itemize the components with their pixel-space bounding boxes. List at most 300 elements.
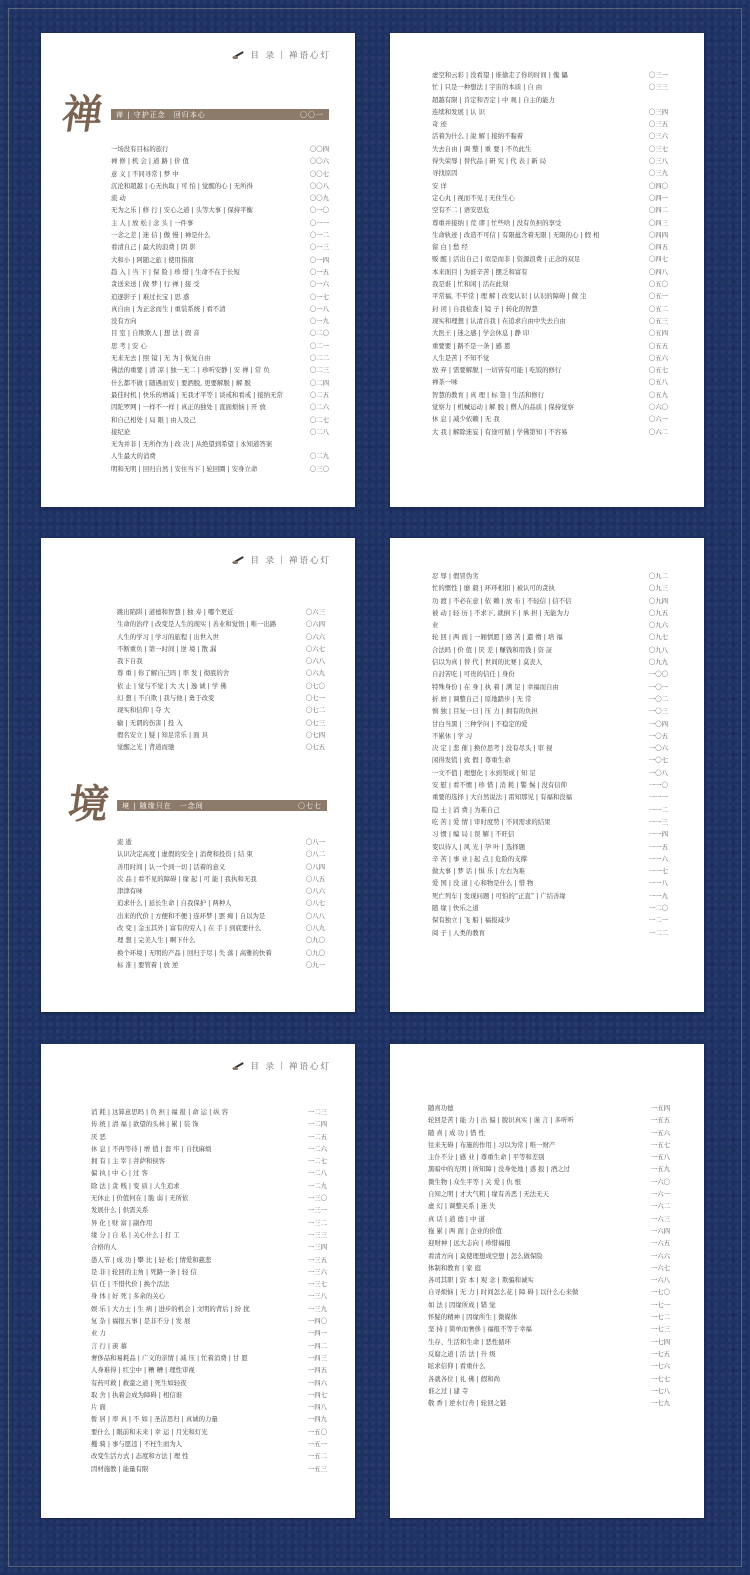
toc-entry	[428, 1299, 670, 1311]
toc-entry	[432, 69, 668, 81]
toc-entry	[91, 1438, 327, 1450]
toc-entry	[432, 266, 668, 278]
toc-entry-title: 重要的选择 | 大自然说法 | 雷知那见 | 有福和没福	[432, 793, 573, 802]
toc-entry	[111, 192, 329, 204]
toc-entry-page: 〇三一	[648, 71, 668, 79]
toc-entry	[91, 1217, 327, 1229]
toc-entry	[91, 1426, 327, 1438]
toc-entry-title: 功 渡 | 不必在意 | 依 赖 | 放 布 | 不轻信 | 信不信	[432, 596, 572, 605]
toc-entry-page: 一〇五	[648, 731, 668, 740]
toc-entry-page: 〇四八	[648, 267, 668, 276]
toc-entry-page: 一一九	[648, 891, 668, 900]
toc-entry-title: 甘白当黑 | 三种学问 | 不稳定的爱	[432, 719, 528, 728]
toc-entry-page: 〇二三	[309, 366, 329, 375]
toc-entry	[428, 1311, 670, 1323]
toc-entry-page: 一〇七	[648, 756, 668, 765]
toc-entry-page: 一三〇	[307, 1194, 327, 1203]
toc-entry-page: 〇四四	[648, 230, 668, 239]
toc-entry-title: 连续和发展 | 认 识	[432, 107, 485, 116]
toc-entry-page: 一六〇	[650, 1177, 670, 1186]
toc-entry-title: 空有不二 | 语安思危	[432, 206, 490, 215]
toc-entry	[432, 595, 668, 607]
toc-entry-page: 一四二	[307, 1341, 327, 1350]
toc-entry	[428, 1373, 670, 1385]
toc-entry-page: 〇六四	[305, 620, 325, 629]
toc-entry-page: 〇八六	[305, 887, 325, 896]
toc-entry-page: 〇八二	[305, 850, 325, 859]
toc-entry-title: 真自由 | 为正念而生 | 重装系统 | 看不清	[111, 304, 226, 313]
toc-entry-title: 佛法的重要 | 清 凉 | 独一无二 | 珍听安静 | 安 禅 | 常 负	[111, 366, 270, 375]
toc-entry-page: 〇二九	[309, 452, 329, 461]
toc-entry-page: 一一二	[648, 805, 668, 814]
toc-entry-title: 生存、生活和生命 | 恶性循环	[428, 1337, 511, 1346]
toc-entry	[111, 254, 329, 266]
toc-entry-title: 大 我 | 解除迷妄 | 有途可循 | 学佛第知 | 不容易	[432, 427, 568, 436]
toc-entry-page: 〇四二	[648, 206, 668, 215]
toc-entry-title: 如 法 | 因缘所成 | 错 觉	[428, 1300, 496, 1309]
toc-entry-page: 一四五	[307, 1366, 327, 1375]
toc-entry-title: 忍 辱 | 假冒伪劣	[432, 572, 479, 580]
toc-entry	[432, 303, 668, 315]
toc-entry-page: 〇二六	[309, 403, 329, 412]
toc-entry-page: 〇〇七	[309, 169, 329, 178]
toc-entry-title: 我下自我	[117, 657, 143, 666]
toc-entry-title: 自寻烦恼 | 无 力 | 时间怎么花 | 障 碍 | 以什么心来做	[428, 1288, 579, 1297]
toc-entry	[117, 729, 325, 741]
toc-entry-page: 〇二四	[309, 378, 329, 387]
toc-entry	[432, 229, 668, 241]
toc-entry	[111, 303, 329, 315]
toc-entry-page: 一七六	[650, 1362, 670, 1371]
toc-entry-page: 〇三六	[648, 132, 668, 141]
toc-entry-page: 〇四一	[648, 193, 668, 202]
toc-entry	[91, 1463, 327, 1475]
toc-entry-title: 是 非 | 轮回的主角 | 死路一条 | 轻 信	[91, 1267, 197, 1276]
toc-entry-page: 一〇四	[648, 719, 668, 728]
toc-entry-page: 〇四三	[648, 218, 668, 227]
toc-entry-title: 爱 国 | 没 道 | 心和物是什么 | 惜 物	[432, 879, 534, 888]
toc-entry-page: 一三七	[307, 1280, 327, 1289]
toc-entry-title: 禅 修 | 机 会 | 道 路 | 价 值	[111, 157, 189, 166]
toc-entry-title: 隐 士 | 消 费 | 为难自己	[432, 805, 500, 814]
section-calligraphy-jing: 境	[65, 781, 112, 828]
toc-entry	[117, 643, 325, 655]
toc-entry-page: 一三五	[307, 1255, 327, 1264]
toc-entry-title: 传 统 | 清 福 | 欲望的头林 | 累 | 装 饰	[91, 1120, 199, 1129]
toc-entry	[91, 1143, 327, 1155]
toc-entry	[111, 204, 329, 216]
toc-entry-title: 换个环境 | 无明的产品 | 回归于尽 | 失 落 | 高雅的快着	[117, 948, 272, 957]
toc-entry	[428, 1139, 670, 1151]
toc-entry-title: 眩求信仰 | 看重什么	[428, 1362, 486, 1371]
toc-entry-title: 取 舍 | 执着会成为障碍 | 相信谁	[91, 1390, 183, 1399]
toc-entry	[111, 266, 329, 278]
toc-entry	[432, 401, 668, 413]
toc-entry-page: 一四七	[307, 1390, 327, 1399]
toc-entry-title: 定心丸 | 视而不见 | 无住生心	[432, 193, 515, 202]
toc-entry-title: 阅 子 | 人类的教育	[432, 928, 485, 937]
toc-entry-title: 主 人 | 放 松 | 念 头 | 一件事	[111, 218, 194, 227]
section-band-page: 〇七七	[298, 801, 322, 810]
toc-entry	[91, 1290, 327, 1302]
toc-entry-title: 娱 乐 | 大力士 | 生 病 | 进步的机会 | 文明的背后 | 纷 扰	[91, 1304, 250, 1313]
toc-entry	[91, 1389, 327, 1401]
toc-entry	[111, 463, 329, 475]
toc-entry	[432, 828, 668, 840]
toc-entry-title: 吃 苦 | 爱 情 | 审时度势 | 不同需求的结果	[432, 817, 551, 826]
toc-entry-title: 厌 恶	[91, 1132, 106, 1141]
toc-entry-page: 〇一三	[309, 243, 329, 252]
toc-entry-title: 自討苦吃 | 可贵的信任 | 身份	[432, 670, 515, 679]
toc-entry-title: 做大事 | 梦 话 | 惧 乐 | 左右为难	[432, 867, 526, 876]
header-label: 目 录	[250, 1062, 277, 1072]
toc-entry	[111, 241, 329, 253]
toc-entry-title: 跳出陷阱 | 道德和智慧 | 独 寿 | 哪个更近	[117, 608, 234, 616]
toc-entry	[432, 681, 668, 693]
toc-entry-page: 一七二	[650, 1313, 670, 1322]
toc-entry	[432, 106, 668, 118]
toc-entry-page: 一三二	[307, 1218, 327, 1227]
toc-entry-page: 〇一二	[309, 231, 329, 240]
toc-entry	[428, 1200, 670, 1212]
toc-entry-page: 一三八	[307, 1292, 327, 1301]
header-label: 目 录	[250, 51, 277, 61]
toc-entry-page: 一一四	[648, 830, 668, 839]
toc-entry-title: 生命轨迹 | 改造不可信 | 有限蕴含着无限 | 无限的心 | 假 相	[432, 230, 600, 239]
toc-entry-page: 一三一	[307, 1206, 327, 1215]
toc-entry-page: 一七一	[650, 1300, 670, 1309]
toc-entry-title: 黑暗中的光明 | 所知障 | 没身处地 | 惑 报 | 酒之过	[428, 1165, 570, 1174]
toc-entry-page: 一二八	[307, 1169, 327, 1178]
toc-entry-page: 〇九〇	[305, 936, 325, 945]
toc-entry-page: 一五五	[650, 1116, 670, 1125]
toc-entry-page: 一〇一	[648, 682, 668, 691]
toc-entry	[432, 413, 668, 425]
toc-entry-page: 一一五	[648, 842, 668, 851]
header-label: 目 录	[250, 556, 277, 566]
toc-entry-title: 接纪论	[111, 427, 131, 436]
toc-entry-title: 言 行 | 羡 慕	[91, 1341, 127, 1350]
toc-entry	[91, 1167, 327, 1179]
toc-entry-title: 片 面	[91, 1403, 106, 1412]
toc-entry-title: 异 化 | 财 富 | 副作用	[91, 1218, 153, 1227]
toc-entry	[432, 631, 668, 643]
toc-entry-title: 微生物 | 众生平等 | 关 爱 | 仇 恨	[428, 1177, 522, 1186]
toc-entry-page: 〇二八	[309, 427, 329, 436]
toc-entry	[91, 1413, 327, 1425]
toc-entry-title: 出来的代价 | 方便和不便 | 连环梦 | 罢 痴 | 自以为是	[117, 911, 266, 920]
toc-entry	[111, 389, 329, 401]
toc-entry-page: 〇九二	[648, 572, 668, 580]
toc-entry	[111, 229, 329, 241]
toc-entry	[91, 1340, 327, 1352]
toc-entry	[91, 1278, 327, 1290]
toc-entry	[117, 836, 325, 848]
toc-entry-page: 〇一一	[309, 218, 329, 227]
toc-entry-title: 随 缘 | 快乐之道	[432, 904, 479, 913]
toc-entry-title: 贩 醒 | 活出自己 | 似是而非 | 资源浪费 | 正念的双足	[432, 255, 581, 264]
toc-entry	[117, 704, 325, 716]
toc-entry	[117, 861, 325, 873]
toc-list	[428, 1102, 670, 1409]
toc-entry-title: 体制和教育 | 家 庭	[428, 1263, 481, 1272]
header-book-title: 禅语心灯	[288, 556, 331, 566]
toc-entry-page: 一七三	[650, 1325, 670, 1334]
toc-entry	[428, 1213, 670, 1225]
toc-entry	[432, 804, 668, 816]
toc-entry	[117, 885, 325, 897]
toc-entry-page: 一六三	[650, 1214, 670, 1223]
toc-page-4	[390, 538, 704, 1012]
toc-entry-page: 一〇〇	[648, 670, 668, 679]
toc-entry-page: 一五二	[307, 1452, 327, 1461]
toc-entry	[432, 914, 668, 926]
toc-entry-page: 〇二七	[309, 415, 329, 424]
toc-entry-title: 忙的惯性 | 靡 毅 | 环环相扣 | 被认可的贪执	[432, 584, 555, 593]
toc-entry	[432, 143, 668, 155]
toc-entry-page: 〇六七	[305, 644, 325, 653]
toc-entry	[91, 1364, 327, 1376]
toc-entry	[428, 1385, 670, 1397]
toc-entry	[91, 1450, 327, 1462]
toc-entry-title: 各就各位 | 礼 佛 | 假和尚	[428, 1374, 500, 1383]
toc-entry-title: 忙 | 只是一种想法 | 宇宙的本质 | 自 由	[432, 83, 543, 92]
toc-entry-title: 复 杂 | 福报五事 | 是非不分 | 发 展	[91, 1317, 191, 1326]
toc-entry	[91, 1303, 327, 1315]
toc-entry-title: 现实和理想 | 认清自我 | 在追求自由中失去自由	[432, 316, 566, 325]
toc-entry-title: 失去自由 | 调 整 | 重 要 | 不负此生	[432, 144, 532, 153]
toc-entry	[432, 364, 668, 376]
toc-entry	[91, 1180, 327, 1192]
toc-page-5	[41, 1044, 355, 1518]
toc-entry-title: 拥 有 | 主 宰 | 菩萨和侯客	[91, 1157, 166, 1166]
toc-entry-title: 流 动	[111, 194, 126, 203]
toc-entry-page: 〇一九	[309, 317, 329, 326]
toc-entry-page: 〇五六	[648, 353, 668, 362]
toc-entry	[111, 278, 329, 290]
toc-entry	[428, 1163, 670, 1175]
section-band-jing	[117, 800, 327, 811]
toc-entry	[117, 947, 325, 959]
toc-entry	[91, 1315, 327, 1327]
toc-entry-title: 我是谁 | 忙和闲 | 活在此刻	[432, 280, 509, 289]
toc-entry	[111, 340, 329, 352]
toc-entry-title: 人生最大的消费	[111, 452, 156, 461]
toc-entry	[432, 130, 668, 142]
toc-entry	[432, 327, 668, 339]
toc-entry-title: 无为并非 | 无所作为 | 改 决 | 从绝望到希望 | 永知道答案	[111, 440, 273, 449]
toc-entry	[117, 655, 325, 667]
toc-entry-title: 慎 独 | 目复一日 | 压 力 | 拥有的负担	[432, 707, 538, 716]
toc-entry-title: 特殊身份 | 在 身 | 执 着 | 满 足 | 幸福而自由	[432, 682, 559, 691]
toc-entry-title: 不累休 | 学 习	[432, 731, 473, 740]
toc-entry	[432, 816, 668, 828]
toc-entry	[111, 143, 329, 155]
brush-icon	[232, 1061, 244, 1071]
toc-entry-title: 一文不值 | 理想化 | 水到渠成 | 知 足	[432, 768, 536, 777]
toc-entry-page: 〇三三	[648, 83, 668, 92]
toc-entry-page: 一二二	[648, 928, 668, 937]
toc-entry	[432, 426, 668, 438]
toc-entry	[432, 607, 668, 619]
toc-entry	[432, 389, 668, 401]
toc-entry-page: 一四九	[307, 1415, 327, 1424]
page-header: 目 录 | 禅语心灯	[232, 554, 331, 566]
toc-entry-page: 〇五一	[648, 292, 668, 301]
toc-entry-title: 一念之差 | 迷 信 | 傲 慢 | 禅是什么	[111, 231, 211, 240]
toc-entry	[428, 1286, 670, 1298]
toc-entry	[432, 730, 668, 742]
toc-entry-title: 休 息 | 不再等待 | 增 值 | 套 牢 | 自找麻烦	[91, 1144, 212, 1153]
toc-entry-page: 一二一	[648, 916, 668, 925]
toc-entry-page: 〇五九	[648, 390, 668, 399]
toc-entry-page: 一一〇	[648, 781, 668, 790]
toc-entry-title: 得失荣辱 | 替代品 | 研 究 | 代 表 | 新 局	[432, 157, 547, 166]
toc-entry-page: 〇八八	[305, 911, 325, 920]
toc-entry-page: 一四一	[307, 1329, 327, 1338]
toc-entry	[432, 754, 668, 766]
toc-entry-title: 合格的人	[91, 1243, 117, 1252]
toc-entry-title: 偏 执 | 中 心 | 过 客	[91, 1169, 148, 1178]
toc-entry-title: 谁之过 | 建 寺	[428, 1386, 469, 1395]
toc-entry-title: 业 力	[91, 1329, 106, 1338]
toc-entry-title: 发展什么 | 供需关系	[91, 1206, 149, 1215]
toc-entry	[117, 692, 325, 704]
toc-entry-title: 超越有限 | 肯定和否定 | 中 观 | 自主的能力	[432, 95, 555, 104]
toc-entry-title: 业	[432, 621, 439, 630]
toc-entry-page: 一六五	[650, 1239, 670, 1248]
toc-entry	[111, 426, 329, 438]
toc-entry-page: 一七九	[650, 1399, 670, 1408]
toc-entry-page: 一二九	[307, 1181, 327, 1190]
toc-entry	[432, 290, 668, 302]
toc-page-2	[390, 33, 704, 507]
toc-entry-title: 大和小 | 阿随之旅 | 使用指南	[111, 255, 194, 264]
toc-entry-title: 攫 骑 | 事与愿违 | 不枉生而为人	[91, 1440, 183, 1449]
toc-entry-page: 〇四〇	[648, 181, 668, 190]
toc-entry	[91, 1254, 327, 1266]
toc-entry-page: 一二〇	[648, 904, 668, 913]
toc-entry-page: 〇一五	[309, 267, 329, 276]
toc-entry	[432, 155, 668, 167]
brush-icon	[232, 50, 244, 60]
toc-entry-title: 假名安立 | 疑 | 知足常乐 | 面 具	[117, 730, 208, 739]
toc-entry-page: 一〇八	[648, 768, 668, 777]
toc-entry	[111, 327, 329, 339]
toc-entry-page: 一二三	[307, 1108, 327, 1116]
toc-entry-page: 一三四	[307, 1243, 327, 1252]
toc-entry-page: 〇八九	[305, 924, 325, 933]
toc-entry-page: 一一一	[648, 793, 668, 802]
toc-entry-title: 无为之乐 | 修 行 | 安心之道 | 头等大事 | 保持平衡	[111, 206, 253, 215]
toc-entry	[432, 890, 668, 902]
toc-entry-page: 〇一〇	[309, 206, 329, 215]
toc-entry-title: 身 体 | 好 死 | 多余的关心	[91, 1292, 166, 1301]
toc-entry	[111, 352, 329, 364]
toc-entry-page: 〇六八	[305, 657, 325, 666]
toc-entry	[428, 1225, 670, 1237]
toc-entry-title: 虚 幻 | 调整关系 | 迷 失	[428, 1202, 496, 1211]
toc-entry	[428, 1237, 670, 1249]
toc-entry-title: 留 白 | 愁 经	[432, 243, 468, 252]
header-book-title: 禅语心灯	[288, 1062, 331, 1072]
toc-entry-page: 一六二	[650, 1202, 670, 1211]
toc-entry	[432, 118, 668, 130]
toc-entry-title: 禅茶一味	[432, 378, 458, 387]
toc-entry-title: 信以为真 | 替 代 | 世间的比赛 | 莫丧人	[432, 658, 543, 667]
toc-entry	[428, 1348, 670, 1360]
toc-entry-title: 思 考 | 安 心	[111, 341, 147, 350]
toc-entry-title: 改变生活方式 | 态度和方法 | 理 性	[91, 1452, 189, 1461]
toc-entry-page: 〇七〇	[305, 681, 325, 690]
toc-entry-page: 〇五八	[648, 378, 668, 387]
toc-entry	[117, 717, 325, 729]
toc-entry-title: 觉醒之光 | 背道而驰	[117, 743, 175, 752]
toc-entry-title: 输 | 无谓的伤害 | 投 入	[117, 718, 183, 727]
toc-entry	[432, 927, 668, 939]
toc-entry-page: 一六六	[650, 1251, 670, 1260]
toc-entry	[432, 853, 668, 865]
toc-entry-title: 改 变 | 金玉其外 | 富有的穷人 | 在 手 | 到底要什么	[117, 924, 261, 933]
toc-entry	[111, 180, 329, 192]
toc-entry-title: 什么都不做 | 随遇而安 | 要洒脱, 更要解脱 | 解 脱	[111, 378, 251, 387]
toc-entry-page: 〇八四	[305, 862, 325, 871]
toc-entry-page: 〇一七	[309, 292, 329, 301]
toc-entry	[91, 1118, 327, 1130]
toc-entry-title: 活着为什么 | 說 解 | 接纳不黏着	[432, 132, 524, 141]
toc-page-6	[390, 1044, 704, 1518]
toc-entry-page: 〇二二	[309, 354, 329, 363]
toc-entry-title: 真 话 | 道 德 | 中 道	[428, 1214, 485, 1223]
toc-entry-page: 〇九三	[648, 584, 668, 593]
toc-entry	[117, 922, 325, 934]
toc-entry	[111, 168, 329, 180]
toc-entry-page: 〇九一	[305, 960, 325, 969]
toc-entry-page: 〇二五	[309, 390, 329, 399]
toc-list	[117, 836, 325, 971]
toc-entry-title: 平常福, 不平常 | 理 解 | 改变认识 | 认识的障碍 | 微 尘	[432, 292, 587, 301]
toc-entry	[117, 897, 325, 909]
toc-entry-title: 随 喜 | 成 功 | 惜 性	[428, 1128, 485, 1137]
toc-entry-title: 追求什么 | 延长生命 | 自我保护 | 两种人	[117, 899, 232, 908]
section-band-title: 境 | 随缘只在 一念间	[122, 801, 204, 810]
toc-entry-title: 死亡列车 | 发现问题 | 可怕的“正直” | 广结善缘	[432, 891, 566, 900]
toc-entry-page: 一五〇	[307, 1427, 327, 1436]
toc-entry	[91, 1266, 327, 1278]
toc-entry-page: 〇七三	[305, 718, 325, 727]
toc-entry-title: 习 惯 | 编 局 | 误 解 | 不旺信	[432, 830, 515, 839]
toc-entry-page: 一〇六	[648, 744, 668, 753]
toc-entry-page: 〇七四	[305, 730, 325, 739]
toc-entry	[432, 204, 668, 216]
toc-entry-page: 〇六一	[648, 415, 668, 424]
toc-entry	[117, 934, 325, 946]
toc-entry-page: 一三六	[307, 1267, 327, 1276]
toc-entry	[111, 315, 329, 327]
toc-entry	[428, 1176, 670, 1188]
toc-entry-page: 一六一	[650, 1190, 670, 1199]
toc-entry-page: 〇〇九	[309, 194, 329, 203]
toc-entry-page: 一七五	[650, 1349, 670, 1358]
toc-entry-title: 变以待人 | 风 光 | 孕 叶 | 选择题	[432, 842, 526, 851]
toc-entry	[432, 582, 668, 594]
toc-entry-page: 〇四七	[648, 255, 668, 264]
toc-entry	[432, 742, 668, 754]
page-header: 目 录 | 禅语心灯	[232, 1060, 331, 1072]
toc-entry	[428, 1114, 670, 1126]
toc-entry	[428, 1102, 670, 1114]
toc-entry-page: 〇一八	[309, 304, 329, 313]
